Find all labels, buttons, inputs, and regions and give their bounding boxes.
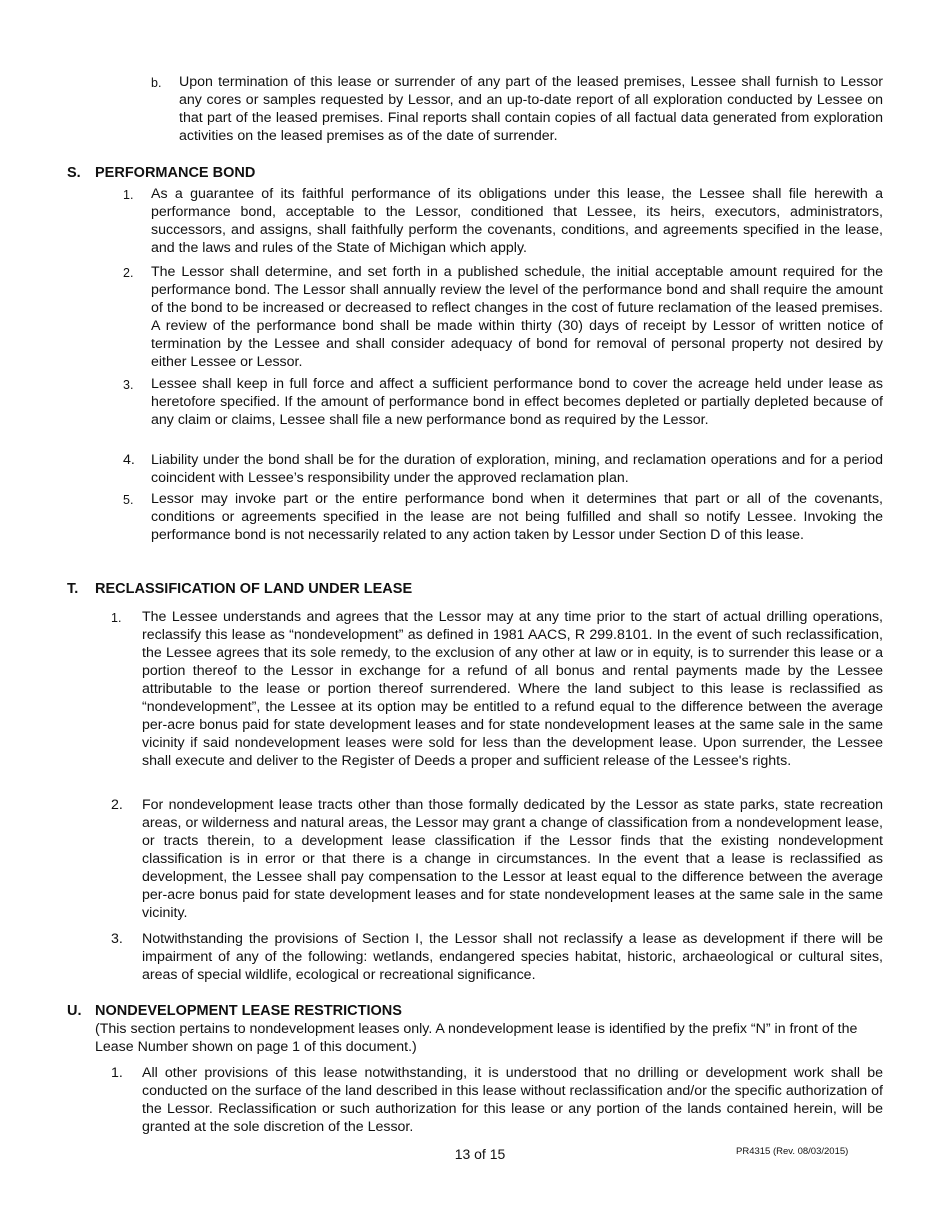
list-marker: 1. xyxy=(123,188,134,202)
section-u-intro: (This section pertains to nondevelopment leases only. A nondevelopment lease is identified by the prefix “N” in front of the Lease Number shown on page 1 of this document.) xyxy=(95,1021,858,1055)
section-title: RECLASSIFICATION OF LAND UNDER LEASE xyxy=(95,581,413,597)
section-title: PERFORMANCE BOND xyxy=(95,165,256,181)
list-marker: 5. xyxy=(123,493,134,507)
page-number: 13 of 15 xyxy=(454,1146,506,1162)
list-marker: 2. xyxy=(111,797,123,813)
list-marker: b. xyxy=(151,76,162,90)
section-letter: T. xyxy=(67,581,79,597)
list-marker: 4. xyxy=(123,452,135,468)
list-item: Lessor may invoke part or the entire performance bond when it determines that part or all of the covenants, conditions or agreements specified in the lease are not being fulfilled and shall so notify Lessee. Invoking the performance bond is not necessarily related to any action taken by Lessor under Section D of this lease. xyxy=(151,491,883,543)
list-marker: 3. xyxy=(111,931,123,947)
section-title: NONDEVELOPMENT LEASE RESTRICTIONS xyxy=(95,1003,402,1019)
list-item: All other provisions of this lease notwithstanding, it is understood that no drilling or development work shall be conducted on the surface of the land described in this lease without reclassification and/or the specific authorization of the Lessor. Reclassification or such authorization for this lease or any portion of the lands contained herein, will be granted at the sole discretion of the Lessor. xyxy=(142,1065,883,1135)
list-item: As a guarantee of its faithful performance of its obligations under this lease, the Lessee shall file herewith a performance bond, acceptable to the Lessor, conditioned that Lessee, its heirs, executors, administrators, successors, and assigns, shall faithfully perform the covenants, conditions, and agreements specified in the lease, and the laws and rules of the State of Michigan which apply. xyxy=(151,186,883,256)
list-marker: 1. xyxy=(111,611,122,625)
list-marker: 3. xyxy=(123,378,134,392)
section-letter: S. xyxy=(67,165,81,181)
form-id: PR4315 (Rev. 08/03/2015) xyxy=(736,1146,849,1157)
list-item: Liability under the bond shall be for the duration of exploration, mining, and reclamation operations and for a period coincident with Lessee’s responsibility under the approved reclamation plan. xyxy=(151,452,883,486)
list-marker: 1. xyxy=(111,1065,123,1081)
list-item: For nondevelopment lease tracts other than those formally dedicated by the Lessor as state parks, state recreation areas, or wilderness and natural areas, the Lessor may grant a change of classification from a nondevelopment lease, or tracts therein, to a development lease classification if the Lessor finds that the existing nondevelopment classification is in error or that there is a change in circumstances. In the event that a lease is reclassified as development, the Lessee shall pay compensation to the Lessor at least equal to the difference between the average per-acre bonus paid for state development leases and for state nondevelopment leases at the same sale in the same vicinity. xyxy=(142,797,883,921)
list-item: Notwithstanding the provisions of Section I, the Lessor shall not reclassify a lease as development if there will be impairment of any of the following: wetlands, endangered species habitat, historic, archaeological or cultural sites, areas of special wildlife, ecological or recreational significance. xyxy=(142,931,883,983)
list-item: Lessee shall keep in full force and affect a sufficient performance bond to cover the acreage held under lease as heretofore specified. If the amount of performance bond in effect becomes depleted or partially depleted because of any claim or claims, Lessee shall file a new performance bond as required by the Lessor. xyxy=(151,376,883,428)
list-item: The Lessee understands and agrees that the Lessor may at any time prior to the start of actual drilling operations, reclassify this lease as “nondevelopment” as defined in 1981 AACS, R 299.8101. In the event of such reclassification, the Lessee agrees that its sole remedy, to the exclusion of any other at law or in equity, is to surrender this lease or a portion thereof to the Lessor in exchange for a refund of all bonus and rental payments made by the Lessee attributable to the lease or portion thereof surrendered. Where the land subject to this lease is reclassified as “nondevelopment”, the Lessee at its option may be entitled to a refund equal to the difference between the average per-acre bonus paid for state development leases and for state nondevelopment leases at the same sale in the same vicinity if said nondevelopment leases were sold for less than the development lease. Upon surrender, the Lessee shall execute and deliver to the Register of Deeds a proper and sufficient release of the Lessee's rights. xyxy=(142,609,883,769)
list-marker: 2. xyxy=(123,266,134,280)
section-letter: U. xyxy=(67,1003,82,1019)
section-r-item-b-text: Upon termination of this lease or surrender of any part of the leased premises, Lessee shall furnish to Lessor any cores or samples requested by Lessor, and an up-to-date report of all exploration conducted by Lessee on that part of the leased premises. Final reports shall contain copies of all factual data generated from exploration activities on the leased premises as of the date of surrender. xyxy=(179,74,883,144)
list-item: The Lessor shall determine, and set forth in a published schedule, the initial acceptable amount required for the performance bond. The Lessor shall annually review the level of the performance bond and shall require the amount of the bond to be increased or decreased to reflect changes in the cost of future reclamation of the leased premises. A review of the performance bond shall be made within thirty (30) days of receipt by Lessor of written notice of termination by the Lessee and shall consider adequacy of bond for removal of personal property not desired by either Lessee or Lessor. xyxy=(151,264,883,370)
